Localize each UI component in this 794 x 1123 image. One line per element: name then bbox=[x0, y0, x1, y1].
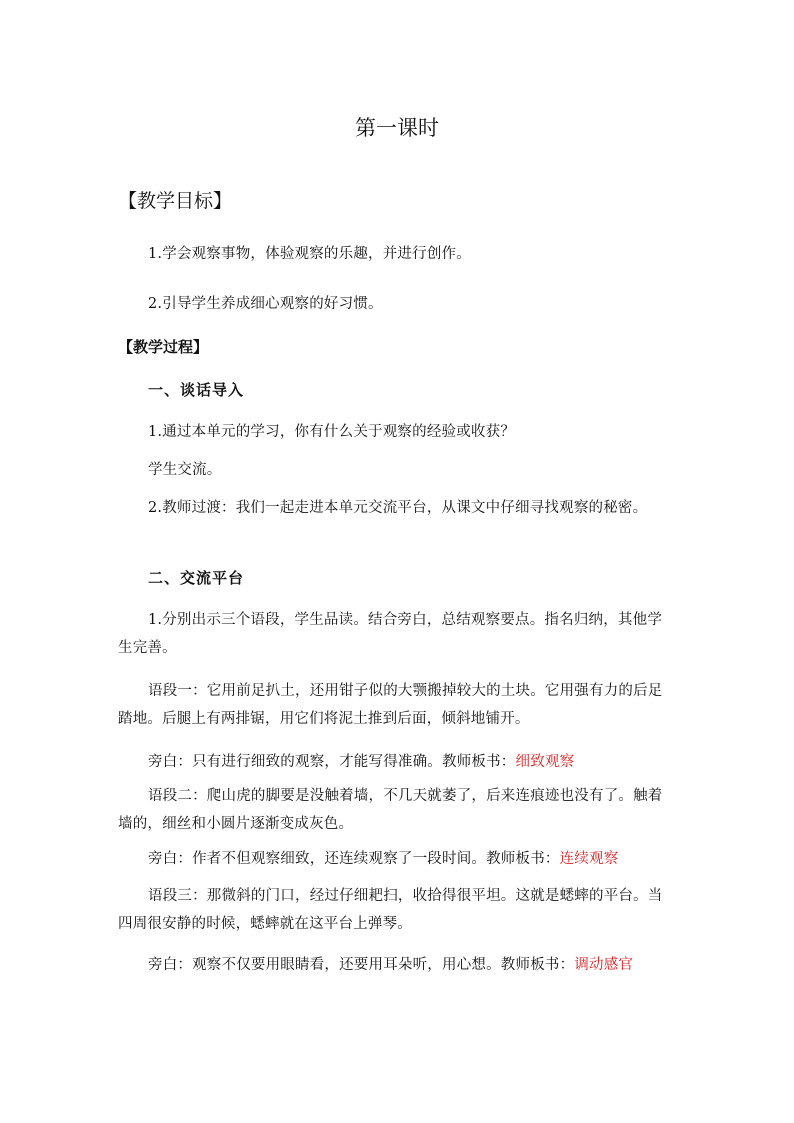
segment-3: 语段三：那微斜的门口，经过仔细耙扫，收拾得很平坦。这就是蟋蟀的平台。当四周很安静的时候，蟋蟀就在这平台上弹琴。 bbox=[118, 888, 663, 932]
aside-1 bbox=[118, 748, 664, 776]
page-title: 第一课时 bbox=[355, 116, 439, 140]
process-heading: 【教学过程】 bbox=[118, 338, 209, 356]
aside-3 bbox=[118, 951, 664, 979]
aside-3-text: 旁白：观察不仅要用眼睛看，还要用耳朵听，用心想。教师板书： bbox=[148, 957, 575, 973]
objective-1: 1.学会观察事物，体验观察的乐趣，并进行创作。 bbox=[148, 246, 471, 262]
section-heading-exchange: 二、交流平台 bbox=[148, 569, 245, 587]
objectives-heading: 【教学目标】 bbox=[118, 190, 233, 212]
intro-paragraph-3: 2.教师过渡：我们一起走进本单元交流平台，从课文中仔细寻找观察的秘密。 bbox=[148, 500, 648, 516]
exchange-paragraph-1: 1.分别出示三个语段，学生品读。结合旁白，总结观察要点。指名归纳，其他学生完善。 bbox=[118, 612, 663, 656]
aside-1-text: 旁白：只有进行细致的观察，才能写得准确。教师板书： bbox=[148, 754, 516, 770]
section-heading-intro: 一、谈话导入 bbox=[148, 381, 245, 399]
aside-2-text: 旁白：作者不但观察细致，还连续观察了一段时间。教师板书： bbox=[148, 851, 560, 867]
board-note-2: 连续观察 bbox=[559, 851, 619, 867]
segment-1: 语段一：它用前足扒土，还用钳子似的大颚搬掉较大的土块。它用强有力的后足踏地。后腿上有两排锯，用它们将泥土推到后面，倾斜地铺开。 bbox=[118, 683, 663, 727]
objective-2: 2.引导学生养成细心观察的好习惯。 bbox=[148, 296, 383, 312]
aside-2 bbox=[118, 845, 664, 873]
intro-paragraph-2: 学生交流。 bbox=[148, 462, 222, 478]
segment-2: 语段二：爬山虎的脚要是没触着墙，不几天就萎了，后来连痕迹也没有了。触着墙的，细丝和小圆片逐渐变成灰色。 bbox=[118, 788, 663, 832]
intro-paragraph-1: 1.通过本单元的学习，你有什么关于观察的经验或收获？ bbox=[148, 424, 516, 440]
board-note-3: 调动感官 bbox=[574, 957, 634, 973]
board-note-1: 细致观察 bbox=[515, 754, 575, 770]
